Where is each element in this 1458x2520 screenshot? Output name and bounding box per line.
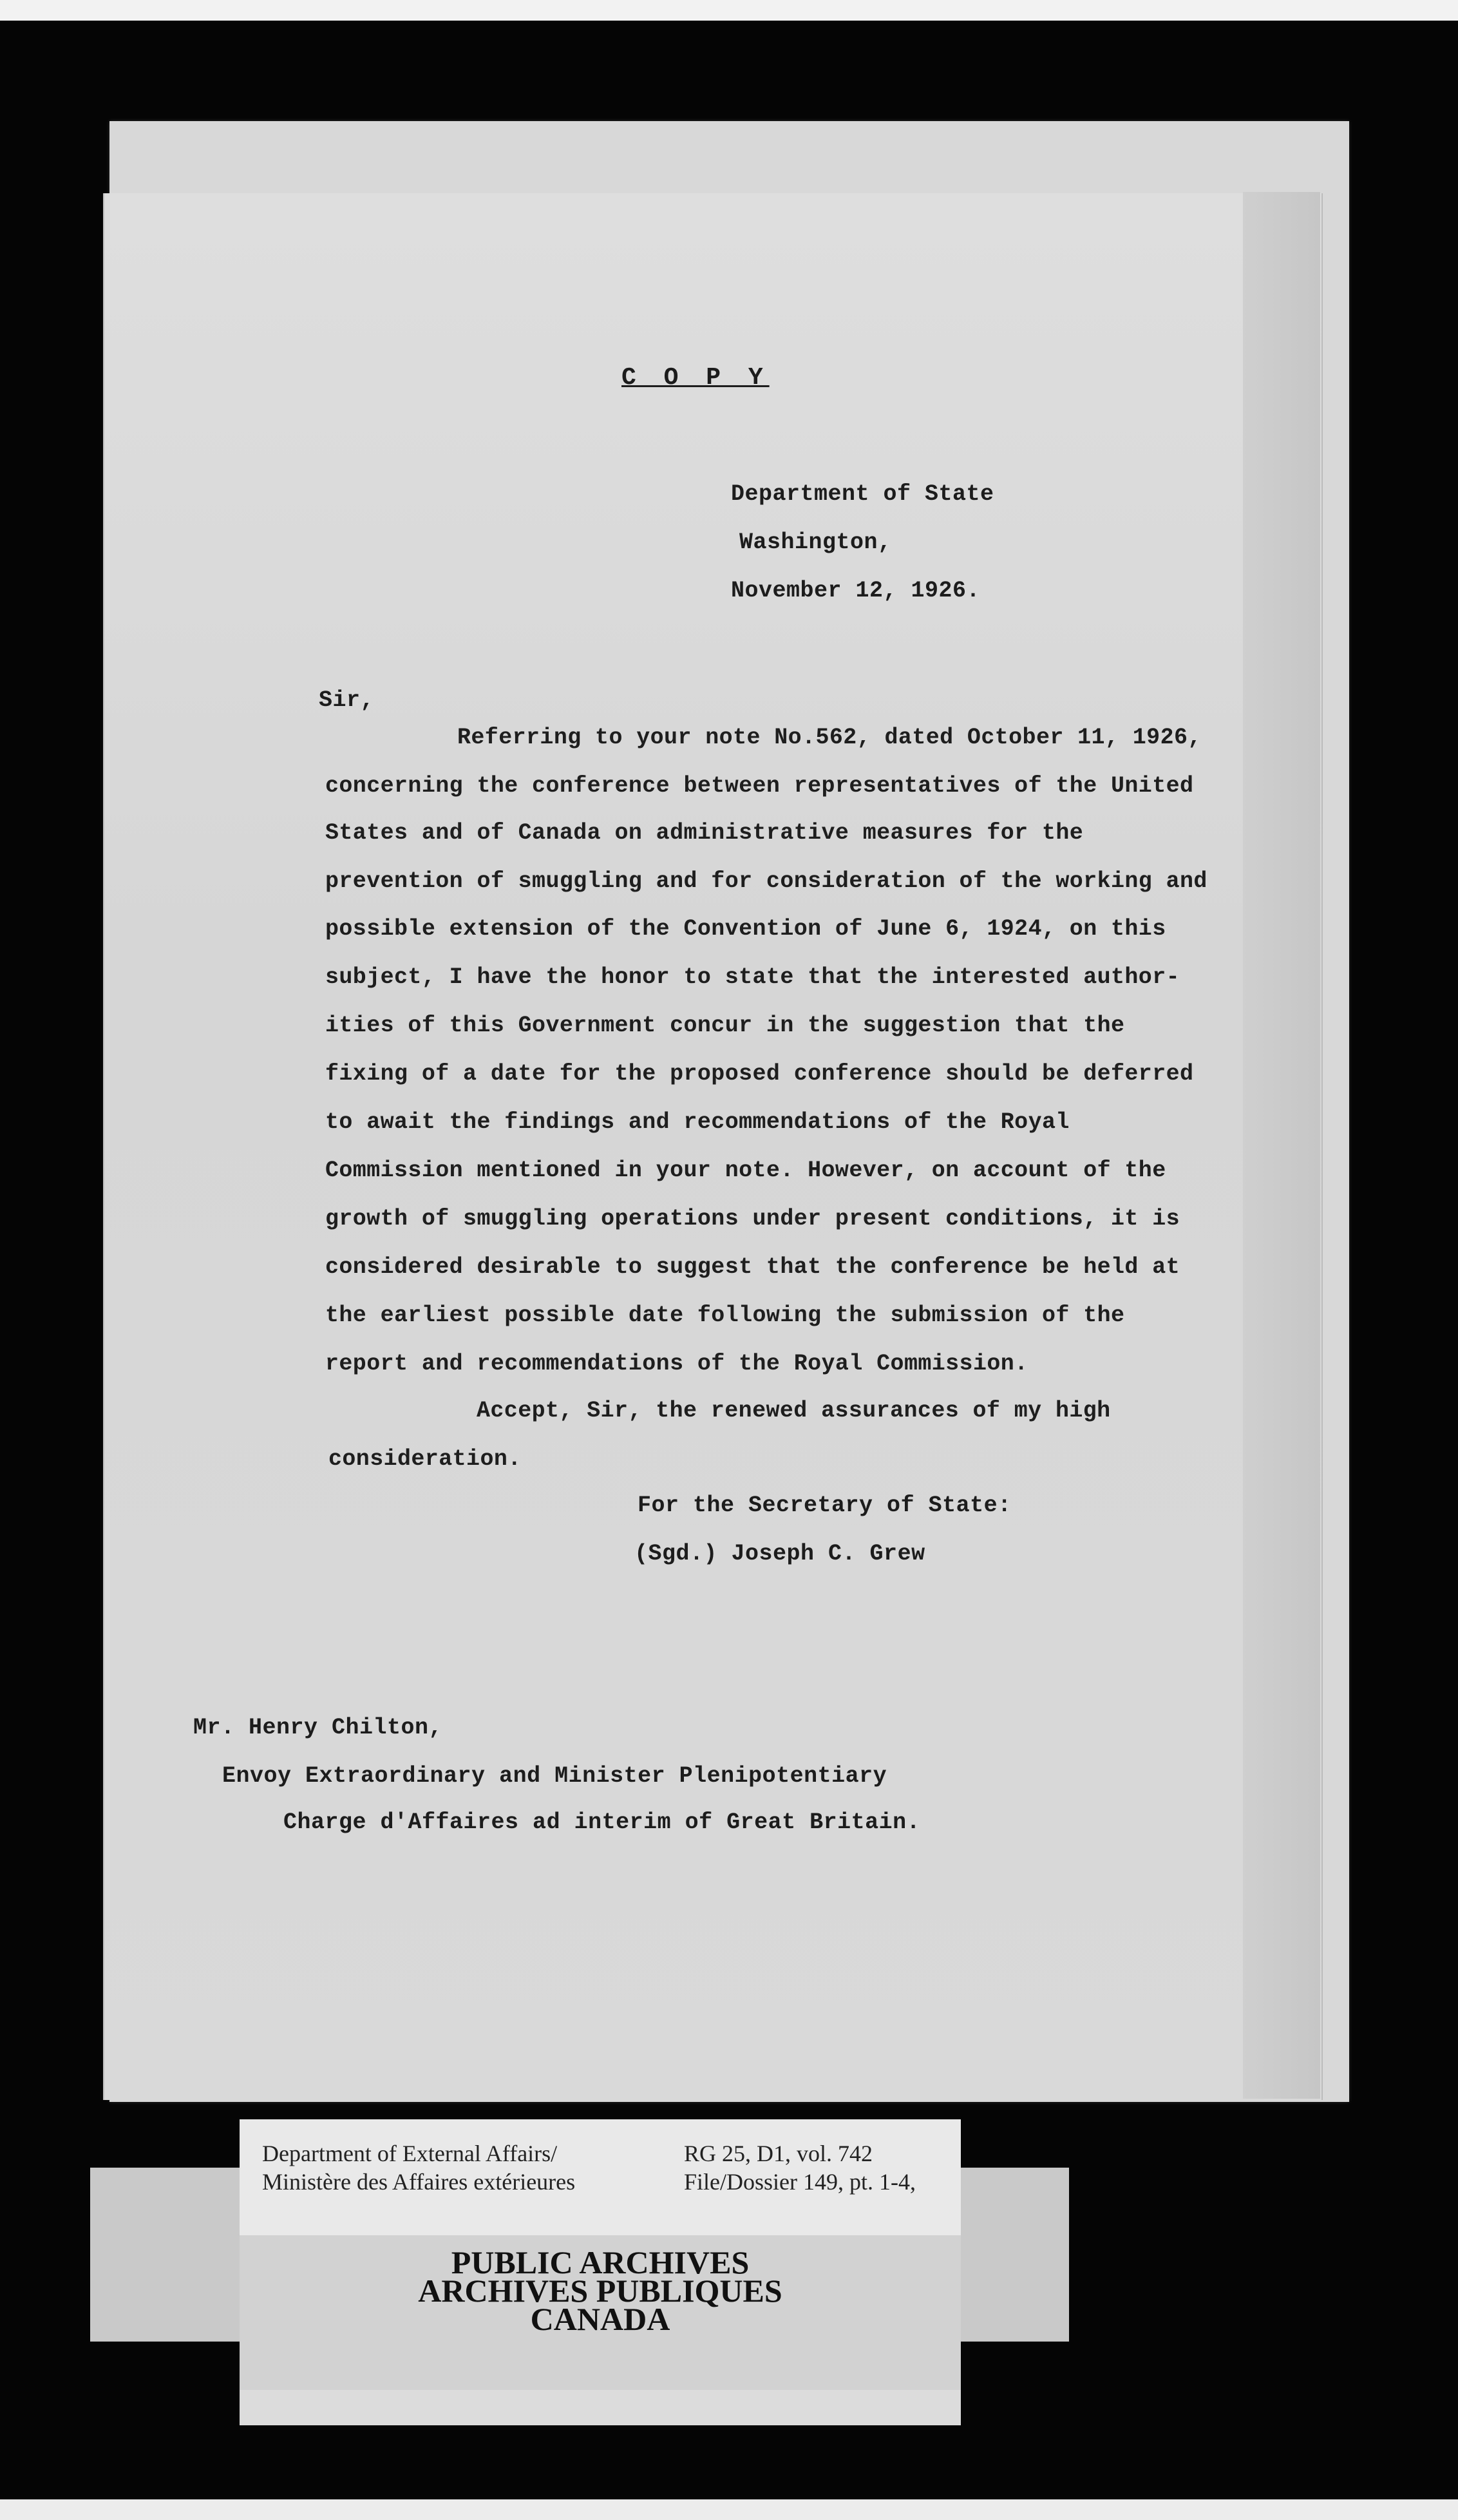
sheet-edge: [1243, 192, 1320, 2099]
addressee-name: Mr. Henry Chilton,: [193, 1715, 443, 1741]
copy-heading: C O P Y: [621, 364, 770, 392]
body-line: fixing of a date for the proposed conference should be deferred: [325, 1061, 1194, 1087]
body-line: ities of this Government concur in the suggestion that the: [325, 1013, 1125, 1038]
salutation: Sir,: [319, 687, 375, 713]
sender-department: Department of State: [731, 481, 994, 507]
label-department-fr: Ministère des Affaires extérieures: [262, 2169, 576, 2195]
body-line: considered desirable to suggest that the conference be held at: [325, 1254, 1180, 1280]
body-line: States and of Canada on administrative measures for the: [325, 820, 1084, 846]
label-reference-volume: RG 25, D1, vol. 742: [684, 2141, 873, 2166]
body-line: prevention of smuggling and for consideration of the working and: [325, 868, 1207, 894]
signature-name: (Sgd.) Joseph C. Grew: [634, 1541, 925, 1567]
archive-stamp: [240, 2235, 961, 2390]
letter-date: November 12, 1926.: [731, 578, 981, 604]
addressee-title: Envoy Extraordinary and Minister Plenipotentiary: [222, 1763, 887, 1789]
body-line: the earliest possible date following the submission of the: [325, 1303, 1125, 1328]
closing-line: Accept, Sir, the renewed assurances of my high: [477, 1398, 1111, 1424]
sender-city: Washington,: [739, 530, 892, 555]
body-line: possible extension of the Convention of June 6, 1924, on this: [325, 916, 1166, 942]
film-border-bottom: [0, 2499, 1458, 2520]
stamp-line: CANADA: [530, 2301, 670, 2337]
label-reference-file: File/Dossier 149, pt. 1-4,: [684, 2169, 916, 2195]
archive-label: [240, 2119, 961, 2235]
closing-line: consideration.: [328, 1446, 522, 1472]
body-line: subject, I have the honor to state that the interested author-: [325, 964, 1180, 990]
signature-for: For the Secretary of State:: [638, 1493, 1012, 1518]
addressee-role: Charge d'Affaires ad interim of Great Britain.: [283, 1809, 921, 1835]
label-bottom-strip: [240, 2390, 961, 2425]
body-line: report and recommendations of the Royal Commission.: [325, 1351, 1028, 1377]
body-line: Commission mentioned in your note. However, on account of the: [325, 1158, 1166, 1183]
film-border-top: [0, 0, 1458, 21]
stamp-line: PUBLIC ARCHIVES: [451, 2244, 750, 2280]
body-line: Referring to your note No.562, dated October 11, 1926,: [457, 725, 1202, 750]
body-line: concerning the conference between representatives of the United: [325, 773, 1194, 799]
body-line: to await the findings and recommendations of the Royal: [325, 1109, 1070, 1135]
label-department-en: Department of External Affairs/: [262, 2141, 558, 2166]
stamp-line: ARCHIVES PUBLIQUES: [418, 2273, 782, 2309]
body-line: growth of smuggling operations under present conditions, it is: [325, 1206, 1180, 1232]
